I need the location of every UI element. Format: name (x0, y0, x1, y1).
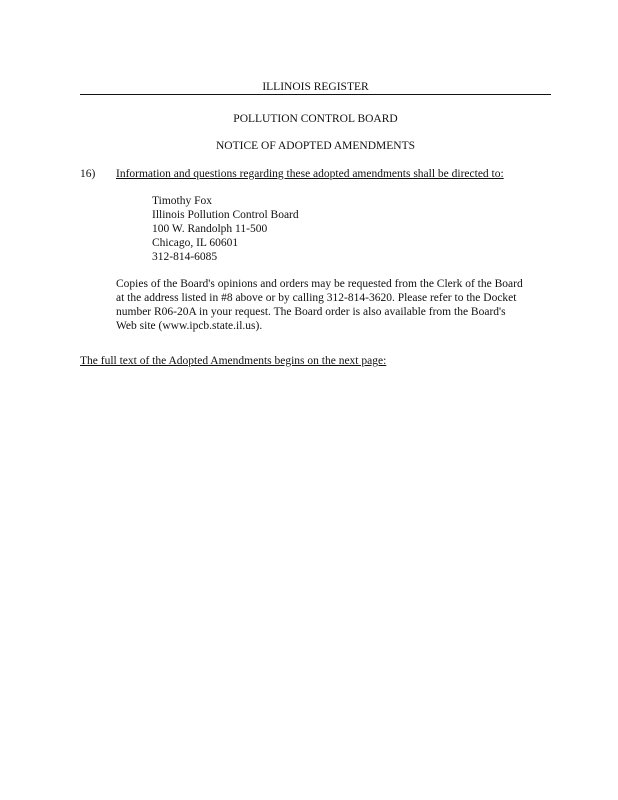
next-page-notice: The full text of the Adopted Amendments begins on the next page: (80, 355, 387, 367)
agency-name: POLLUTION CONTROL BOARD (233, 113, 398, 125)
paragraph-line: Web site (www.ipcb.state.il.us). (116, 320, 263, 332)
paragraph-line: at the address listed in #8 above or by calling 312-814-3620. Please refer to the Docket (116, 292, 517, 304)
contact-organization: Illinois Pollution Control Board (152, 209, 299, 221)
paragraph-line: Copies of the Board's opinions and orders may be requested from the Clerk of the Board (116, 278, 523, 290)
item-number: 16) (80, 168, 96, 180)
header-divider (80, 94, 551, 95)
register-title: ILLINOIS REGISTER (262, 81, 369, 93)
contact-city: Chicago, IL 60601 (152, 237, 239, 249)
paragraph-line: number R06-20A in your request. The Board order is also available from the Board's (116, 306, 506, 318)
contact-street: 100 W. Randolph 11-500 (152, 223, 268, 235)
copies-paragraph (116, 277, 556, 333)
item-heading: Information and questions regarding these adopted amendments shall be directed to: (116, 168, 504, 180)
contact-address-block (152, 194, 299, 264)
contact-phone: 312-814-6085 (152, 251, 218, 263)
notice-type: NOTICE OF ADOPTED AMENDMENTS (215, 140, 416, 152)
contact-name: Timothy Fox (152, 195, 212, 207)
